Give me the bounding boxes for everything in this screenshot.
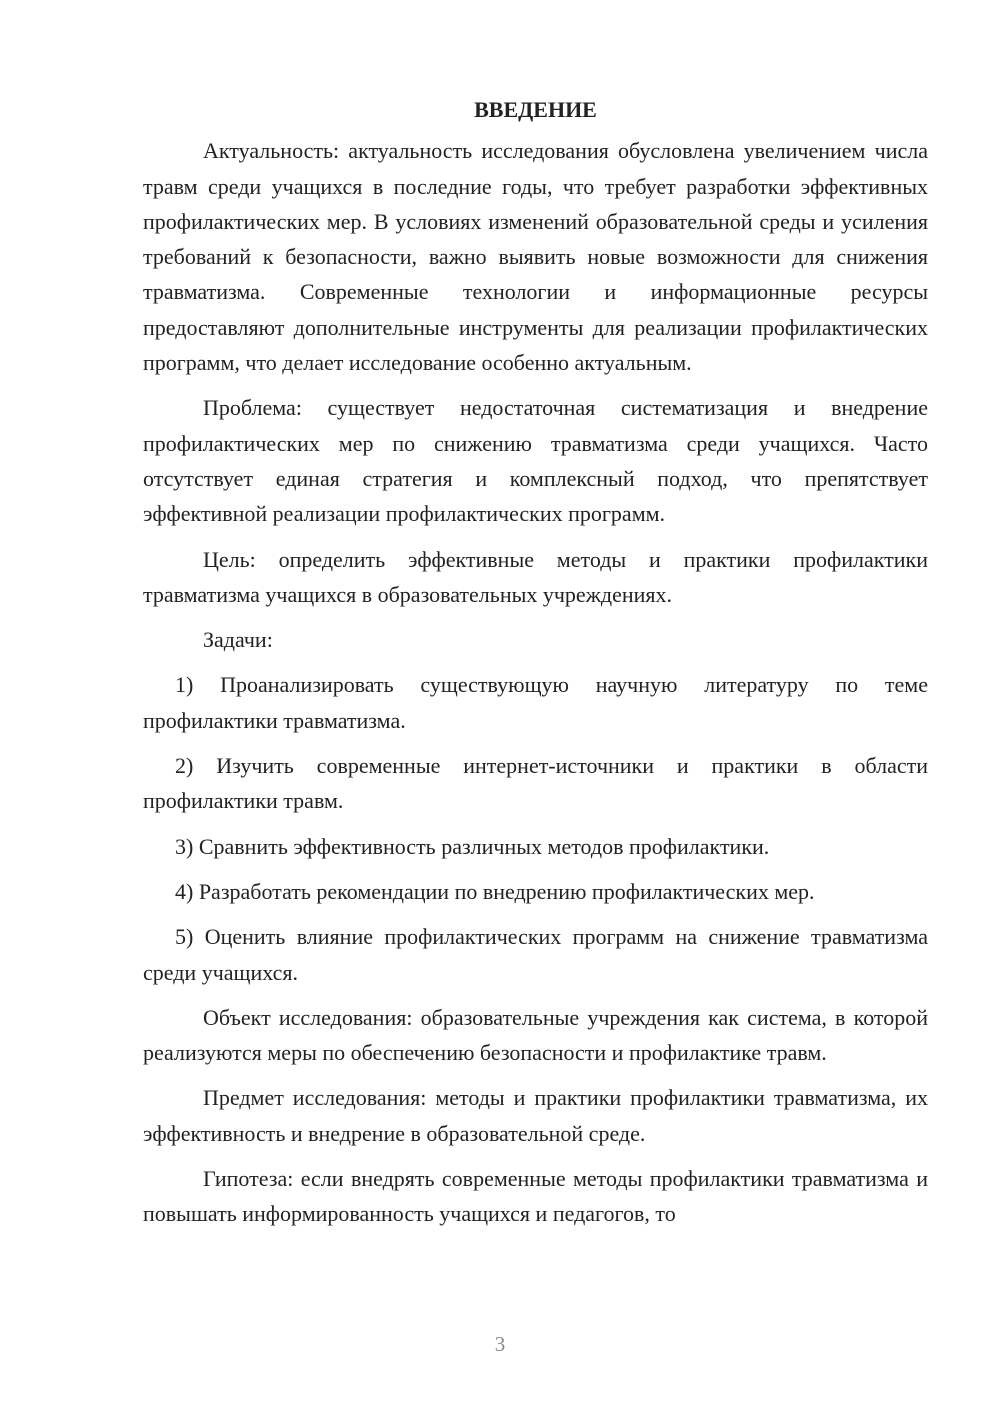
task-item-2: 2) Изучить современные интернет-источники и практики в области профилактики травм. — [143, 753, 928, 814]
task-item-3: 3) Сравнить эффективность различных методов профилактики. — [175, 833, 770, 859]
paragraph-subject: Предмет исследования: методы и практики профилактики травматизма, их эффективность и внедрение в образовательной среде. — [143, 1085, 928, 1146]
paragraph-relevance: Актуальность: актуальность исследования обусловлена увеличением числа травм среди учащихся в последние годы, что требует разработки эффективных профилактических мер. В условиях изменений образовательной среды и усиления требований к безопасности, важно выявить новые возможности для снижения травматизма. Современные технологии и информационные ресурсы предоставляют дополнительные инструменты для реализации профилактических программ, что делает исследование особенно актуальным. — [143, 138, 928, 376]
task-item-5: 5) Оценить влияние профилактических программ на снижение травматизма среди учащихся. — [143, 924, 928, 985]
task-item-4: 4) Разработать рекомендации по внедрению профилактических мер. — [175, 878, 815, 904]
document-body — [143, 92, 928, 1242]
paragraph-goal: Цель: определить эффективные методы и практики профилактики травматизма учащихся в образовательных учреждениях. — [143, 546, 928, 607]
section-heading: ВВЕДЕНИЕ — [474, 97, 597, 122]
task-item-1: 1) Проанализировать существующую научную литературу по теме профилактики травматизма. — [143, 672, 928, 733]
paragraph-hypothesis: Гипотеза: если внедрять современные методы профилактики травматизма и повышать информированность учащихся и педагогов, то — [143, 1166, 928, 1227]
paragraph-problem: Проблема: существует недостаточная систематизация и внедрение профилактических мер по снижению травматизма среди учащихся. Часто отсутствует единая стратегия и комплексный подход, что препятствует эффективной реализации профилактических программ. — [143, 395, 928, 527]
tasks-label: Задачи: — [203, 627, 273, 653]
page-number: 3 — [494, 1332, 506, 1356]
paragraph-object: Объект исследования: образовательные учреждения как система, в которой реализуются меры по обеспечению безопасности и профилактике травм. — [143, 1004, 928, 1066]
